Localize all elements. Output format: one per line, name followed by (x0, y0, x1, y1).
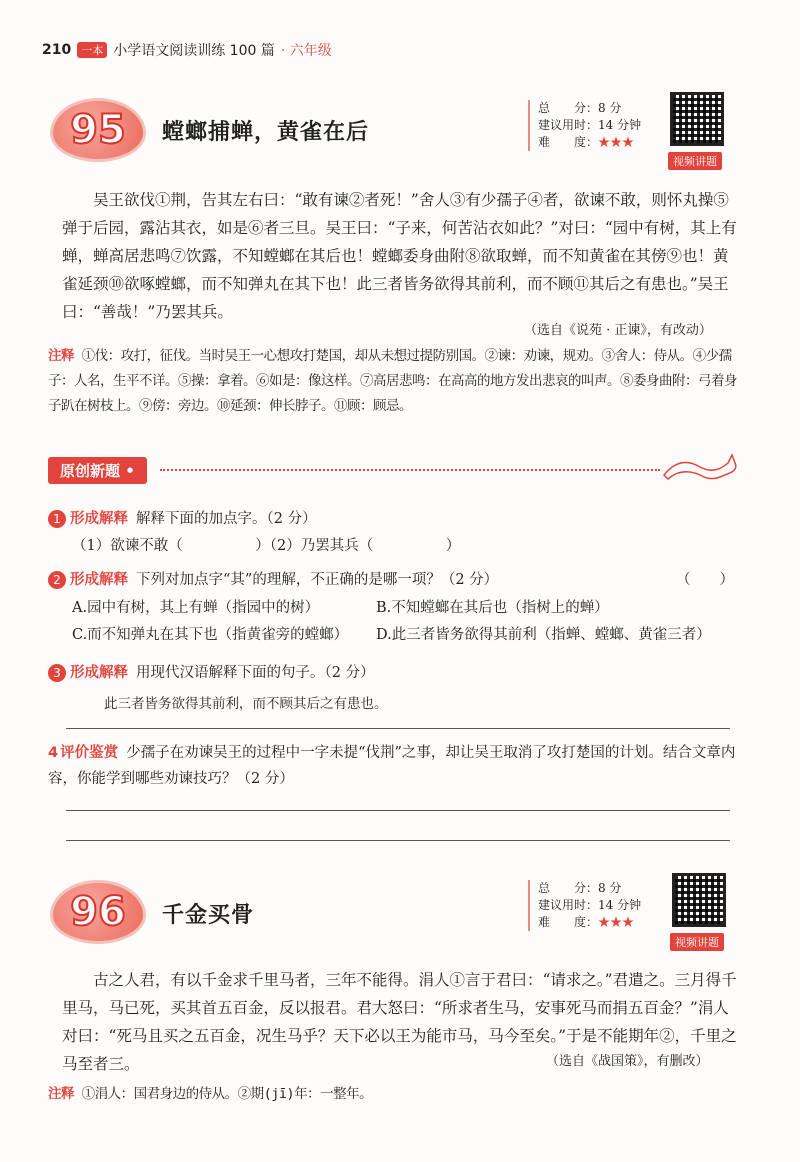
section-tag: 原创新题 • (48, 457, 147, 484)
sentence-to-translate: 此三者皆务欲得其前利，而不顾其后之有患也。 (104, 696, 388, 712)
question-3 (48, 660, 748, 686)
notes-block (48, 1082, 748, 1107)
brand-badge: 一本 (77, 42, 107, 58)
answer-line[interactable] (66, 728, 730, 729)
lesson-number-badge: 96 (50, 880, 146, 944)
question-2 (48, 567, 648, 593)
option-c[interactable]: C.而不知弹丸在其下也（指黄雀旁的螳螂） (72, 627, 349, 643)
grade-label: · 六年级 (280, 43, 332, 59)
lesson-number-badge: 95 (50, 98, 146, 162)
passage-source: （选自《战国策》，有删改） (546, 1054, 709, 1069)
question-4 (48, 740, 748, 792)
question-number: 3 (48, 664, 66, 682)
video-explain-label[interactable]: 视频讲题 (670, 933, 724, 951)
question-1 (48, 506, 748, 532)
question-number: 4 (48, 745, 59, 761)
qr-code-icon[interactable] (670, 92, 724, 146)
option-a[interactable]: A.园中有树，其上有蝉（指园中的树） (72, 600, 320, 616)
option-b[interactable]: B.不知螳螂在其后也（指树上的蝉） (376, 600, 609, 616)
question-type: 评价鉴赏 (60, 745, 119, 761)
qr-code-icon[interactable] (672, 873, 726, 927)
question-number: 2 (48, 571, 66, 589)
book-title: 小学语文阅读训练 100 篇 (113, 43, 275, 59)
difficulty-stars: ★★★ (598, 135, 635, 149)
question-text: 用现代汉语解释下面的句子。（2 分） (136, 665, 375, 681)
page-header (42, 40, 332, 60)
question-text: 少孺子在劝谏吴王的过程中一字未提“伐荆”之事，却让吴王取消了攻打楚国的计划。结合文章内容，你能学到哪些劝谏技巧？（2 分） (48, 745, 736, 787)
notes-label: 注释 (48, 348, 74, 364)
question-type: 形成解释 (70, 511, 128, 527)
answer-line[interactable] (66, 840, 730, 841)
question-number: 1 (48, 510, 66, 528)
passage-text: 古之人君，有以千金求千里马者，三年不能得。涓人①言于君曰：“请求之。”君遣之。三月得千里马，马已死，买其首五百金，反以报君。君大怒曰：“所求者生马，安事死马而捐五百金？”涓人对曰：“死马且买之五百金，况生马乎？天下必以王为能市马，马今至矣。”于是不能期年②，千里之马至者三。 (62, 971, 737, 1073)
question-text: 解释下面的加点字。（2 分） (136, 511, 317, 527)
notes-label: 注释 (48, 1086, 74, 1102)
question-type: 形成解释 (70, 572, 128, 588)
lesson-info: 总 分：8 分 建议用时：14 分钟 难 度：★★★ (528, 880, 641, 931)
cat-icon (660, 445, 740, 485)
passage-text: 吴王欲伐①荆，告其左右曰：“敢有谏②者死！”舍人③有少孺子④者，欲谏不敢，则怀丸操⑤弹于后园，露沾其衣，如是⑥者三旦。吴王曰：“子来，何苦沾衣如此？”对曰：“园中有树，其上有蝉，蝉高居悲鸣⑦饮露，不知螳螂在其后也！螳螂委身曲附⑧欲取蝉，而不知黄雀在其傍⑨也！黄雀延颈⑩欲啄螳螂，而不知弹丸在其下也！此三者皆务欲得其前利，而不顾⑪其后之有患也。”吴王曰：“善哉！”乃罢其兵。 (62, 191, 737, 321)
lesson-title: 螳螂捕蝉，黄雀在后 (162, 119, 370, 145)
passage-source: （选自《说苑 · 正谏》，有改动） (524, 323, 712, 338)
notes-block (48, 344, 748, 419)
question-1-blanks[interactable]: （1）欲谏不敢（ ）（2）乃罢其兵（ ） (72, 538, 461, 554)
section-divider (160, 469, 660, 471)
page-number: 210 (42, 42, 72, 58)
video-explain-label[interactable]: 视频讲题 (668, 152, 722, 170)
question-type: 形成解释 (70, 665, 128, 681)
lesson-info: 总 分：8 分 建议用时：14 分钟 难 度：★★★ (528, 100, 641, 151)
notes-text: ①伐：攻打，征伐。当时吴王一心想攻打楚国，却从未想过提防别国。②谏：劝谏，规劝。③舍人：侍从。④少孺子：人名，生平不详。⑤操：拿着。⑥如是：像这样。⑦高居悲鸣：在高高的地方发出悲哀的叫声。⑧委身曲附：弓着身子趴在树枝上。⑨傍：旁边。⑩延颈：伸长脖子。⑪顾：顾忌。 (48, 348, 737, 414)
difficulty-stars: ★★★ (598, 915, 635, 929)
lesson-title: 千金买骨 (162, 902, 255, 928)
question-text: 下列对加点字“其”的理解，不正确的是哪一项？（2 分） (136, 572, 499, 588)
answer-line[interactable] (66, 810, 730, 811)
notes-text: ①涓人：国君身边的侍从。②期(jī)年：一整年。 (81, 1086, 373, 1102)
answer-bracket[interactable]: （ ） (676, 572, 734, 588)
option-d[interactable]: D.此三者皆务欲得其前利（指蝉、螳螂、黄雀三者） (376, 627, 711, 643)
